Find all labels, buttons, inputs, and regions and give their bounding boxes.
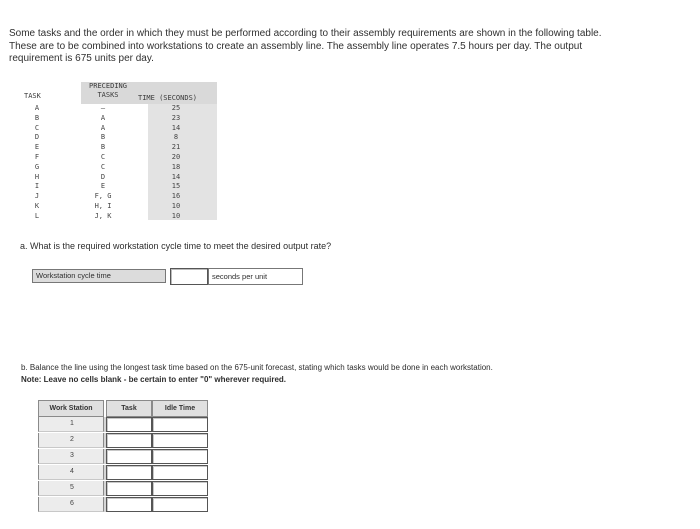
- task-id: K: [34, 202, 40, 210]
- task-input[interactable]: [106, 497, 152, 512]
- preceding-tasks: H, I: [94, 202, 112, 210]
- task-id: D: [34, 133, 40, 142]
- preceding-column-header: [84, 82, 132, 100]
- task-id: G: [34, 162, 40, 171]
- cycle-time-label: Workstation cycle time: [32, 269, 166, 283]
- work-station-header: Work Station: [38, 400, 104, 417]
- task-time: 18: [171, 162, 181, 171]
- task-id: I: [34, 182, 40, 191]
- station-number: 3: [38, 449, 104, 464]
- station-number: 6: [38, 497, 104, 512]
- preceding-tasks: D: [100, 172, 106, 181]
- task-header: Task: [106, 400, 152, 417]
- preceding-tasks: A: [100, 123, 106, 132]
- task-id: B: [34, 113, 40, 122]
- task-time: 15: [171, 182, 181, 191]
- task-input[interactable]: [106, 417, 152, 432]
- task-time: 16: [171, 192, 181, 201]
- idle-time-input[interactable]: [152, 433, 208, 448]
- preceding-header-line: PRECEDING: [89, 82, 127, 90]
- preceding-tasks: F, G: [94, 192, 112, 201]
- station-number: 2: [38, 433, 104, 448]
- cycle-time-unit: seconds per unit: [208, 268, 303, 285]
- station-number: 1: [38, 417, 104, 432]
- task-input[interactable]: [106, 433, 152, 448]
- task-time: 10: [171, 211, 181, 220]
- station-number: 5: [38, 481, 104, 496]
- preceding-tasks: J, K: [94, 211, 112, 220]
- preceding-tasks: C: [100, 153, 106, 161]
- idle-time-input[interactable]: [152, 417, 208, 432]
- question-b-text: b. Balance the line using the longest task time based on the 675-unit forecast, stating which tasks would be done in each workstation.: [21, 363, 493, 372]
- idle-time-input[interactable]: [152, 465, 208, 480]
- question-b: [21, 362, 493, 386]
- question-a: a. What is the required workstation cycle time to meet the desired output rate?: [20, 241, 332, 251]
- preceding-tasks: A: [100, 113, 106, 122]
- preceding-tasks: B: [100, 133, 106, 142]
- cycle-time-input[interactable]: [170, 268, 208, 285]
- task-row: [8, 153, 213, 162]
- task-id: E: [34, 143, 40, 152]
- task-input[interactable]: [106, 481, 152, 496]
- task-row: [8, 173, 213, 182]
- task-id: L: [34, 211, 40, 220]
- problem-line: These are to be combined into workstations to create an assembly line. The assembly line operates 7.5 hours per day. The output: [9, 40, 583, 52]
- task-id: C: [34, 123, 40, 132]
- task-id: J: [34, 192, 40, 201]
- task-row: [8, 124, 213, 133]
- task-id: A: [34, 104, 40, 112]
- preceding-tasks: C: [100, 162, 106, 171]
- task-time: 14: [171, 123, 181, 132]
- time-column-header: TIME (SECONDS): [138, 94, 198, 102]
- task-input[interactable]: [106, 449, 152, 464]
- task-table: [8, 82, 213, 228]
- task-row: [8, 133, 213, 142]
- station-number: 4: [38, 465, 104, 480]
- preceding-tasks: E: [100, 182, 106, 191]
- task-row: [8, 163, 213, 172]
- question-b-note: Note: Leave no cells blank - be certain to enter "0" wherever required.: [21, 375, 287, 384]
- task-time: 14: [171, 172, 181, 181]
- problem-statement: [9, 28, 679, 66]
- idle-time-input[interactable]: [152, 481, 208, 496]
- idle-time-input[interactable]: [152, 497, 208, 512]
- task-time: 25: [171, 104, 181, 112]
- task-time: 8: [173, 133, 179, 142]
- task-input[interactable]: [106, 465, 152, 480]
- task-id: F: [34, 153, 40, 161]
- task-time: 23: [171, 113, 181, 122]
- task-row: [8, 202, 213, 211]
- task-row: [8, 182, 213, 191]
- task-time: 21: [171, 143, 181, 152]
- idle-time-input[interactable]: [152, 449, 208, 464]
- task-row: [8, 114, 213, 123]
- problem-line: Some tasks and the order in which they must be performed according to their assembly requirements are shown in the following table.: [9, 28, 602, 39]
- idle-time-header: Idle Time: [152, 400, 208, 417]
- task-row: [8, 104, 213, 113]
- task-time: 10: [171, 202, 181, 210]
- preceding-header-line: TASKS: [97, 91, 119, 99]
- problem-line: requirement is 675 units per day.: [9, 53, 154, 64]
- task-row: [8, 192, 213, 201]
- task-row: [8, 143, 213, 152]
- task-id: H: [34, 172, 40, 181]
- preceding-tasks: B: [100, 143, 106, 152]
- preceding-tasks: –: [100, 104, 106, 112]
- task-row: [8, 212, 213, 221]
- task-time: 20: [171, 153, 181, 161]
- task-column-header: TASK: [24, 92, 41, 100]
